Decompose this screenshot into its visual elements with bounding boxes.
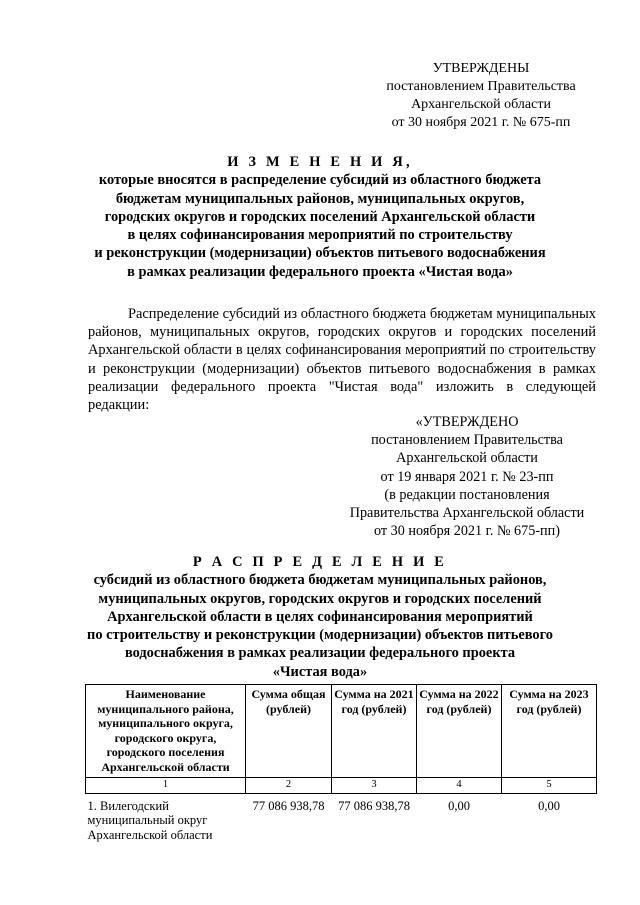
approval-line-3: Архангельской области <box>411 97 551 112</box>
header-total: Сумма общая (рублей) <box>246 685 332 778</box>
column-number: 5 <box>502 778 597 794</box>
distribution-title-line: водоснабжения в рамках реализации федерального проекта <box>124 645 516 662</box>
cell-2022: 0,00 <box>448 798 470 813</box>
cell-total: 77 086 938,78 <box>252 798 325 813</box>
changes-title-line: городских округов и городских поселений Архангельской области <box>104 208 536 225</box>
approval2-line-6: Правительства Архангельской области <box>349 505 585 522</box>
approval2-line-5: (в редакции постановления <box>384 486 550 503</box>
column-number: 3 <box>332 778 417 794</box>
approval-line-4: от 30 ноября 2021 г. № 675-пп <box>391 115 571 130</box>
cell-2023: 0,00 <box>538 798 560 813</box>
approval-stamp-2 <box>338 413 596 540</box>
changes-title-line: и реконструкции (модернизации) объектов питьевого водоснабжения <box>94 245 546 262</box>
distribution-title-line: «Чистая вода» <box>272 663 368 680</box>
changes-title <box>60 153 580 281</box>
changes-title-line: в целях софинансирования мероприятий по строительству <box>127 227 513 244</box>
header-municipality: Наименование муниципального района, муниципального округа, городского округа, городского поселения Архангельской области <box>86 685 246 778</box>
distribution-title <box>60 553 580 681</box>
cell-municipality: 1. Вилегодский муниципальный округ Архангельской области <box>87 798 213 842</box>
approval-line-1: УТВЕРЖДЕНЫ <box>432 61 530 76</box>
table-row <box>86 793 597 842</box>
distribution-title-line: по строительству и реконструкции (модернизации) объектов питьевого <box>87 627 553 644</box>
header-2022: Сумма на 2022 год (рублей) <box>417 685 502 778</box>
distribution-heading: Р А С П Р Е Д Е Л Е Н И Е <box>192 554 448 570</box>
column-number-row <box>86 778 597 794</box>
approval2-line-7: от 30 ноября 2021 г. № 675-пп) <box>374 523 560 540</box>
approval-stamp <box>372 60 590 132</box>
distribution-title-line: Архангельской области в целях софинансирования мероприятий <box>107 608 533 625</box>
body-paragraph: Распределение субсидий из областного бюджета бюджетам муниципальных районов, муниципальных округов, городских округов и городских поселений Архангельской области в целях софинансирования мероприятий по строительству и реконструкции (модернизации) объектов питьевого водоснабжения в рамках реализации федерального проекта "Чистая вода" изложить в следующей редакции: <box>88 306 596 414</box>
header-2021: Сумма на 2021 год (рублей) <box>332 685 417 778</box>
column-number: 1 <box>86 778 246 794</box>
distribution-title-line: субсидий из областного бюджета бюджетам муниципальных районов, <box>93 572 547 589</box>
approval-line-2: постановлением Правительства <box>386 79 576 94</box>
column-number: 2 <box>246 778 332 794</box>
changes-title-line: в рамках реализации федерального проекта «Чистая вода» <box>127 263 513 280</box>
table-header-row <box>86 685 597 778</box>
approval2-line-2: постановлением Правительства <box>371 432 563 449</box>
column-number: 4 <box>417 778 502 794</box>
approval2-line-1: «УТВЕРЖДЕНО <box>415 414 519 430</box>
changes-title-line: которые вносятся в распределение субсидий из областного бюджета <box>98 172 542 189</box>
approval2-line-4: от 19 января 2021 г. № 23-пп <box>380 468 554 485</box>
header-2023: Сумма на 2023 год (рублей) <box>502 685 597 778</box>
changes-title-line: бюджетам муниципальных районов, муниципальных округов, <box>115 190 525 207</box>
changes-heading: И З М Е Н Е Н И Я, <box>227 154 413 170</box>
approval2-line-3: Архангельской области <box>396 450 538 467</box>
distribution-title-line: муниципальных округов, городских округов и городских поселений <box>98 590 542 607</box>
cell-2021: 77 086 938,78 <box>338 798 410 813</box>
distribution-table <box>85 684 597 842</box>
